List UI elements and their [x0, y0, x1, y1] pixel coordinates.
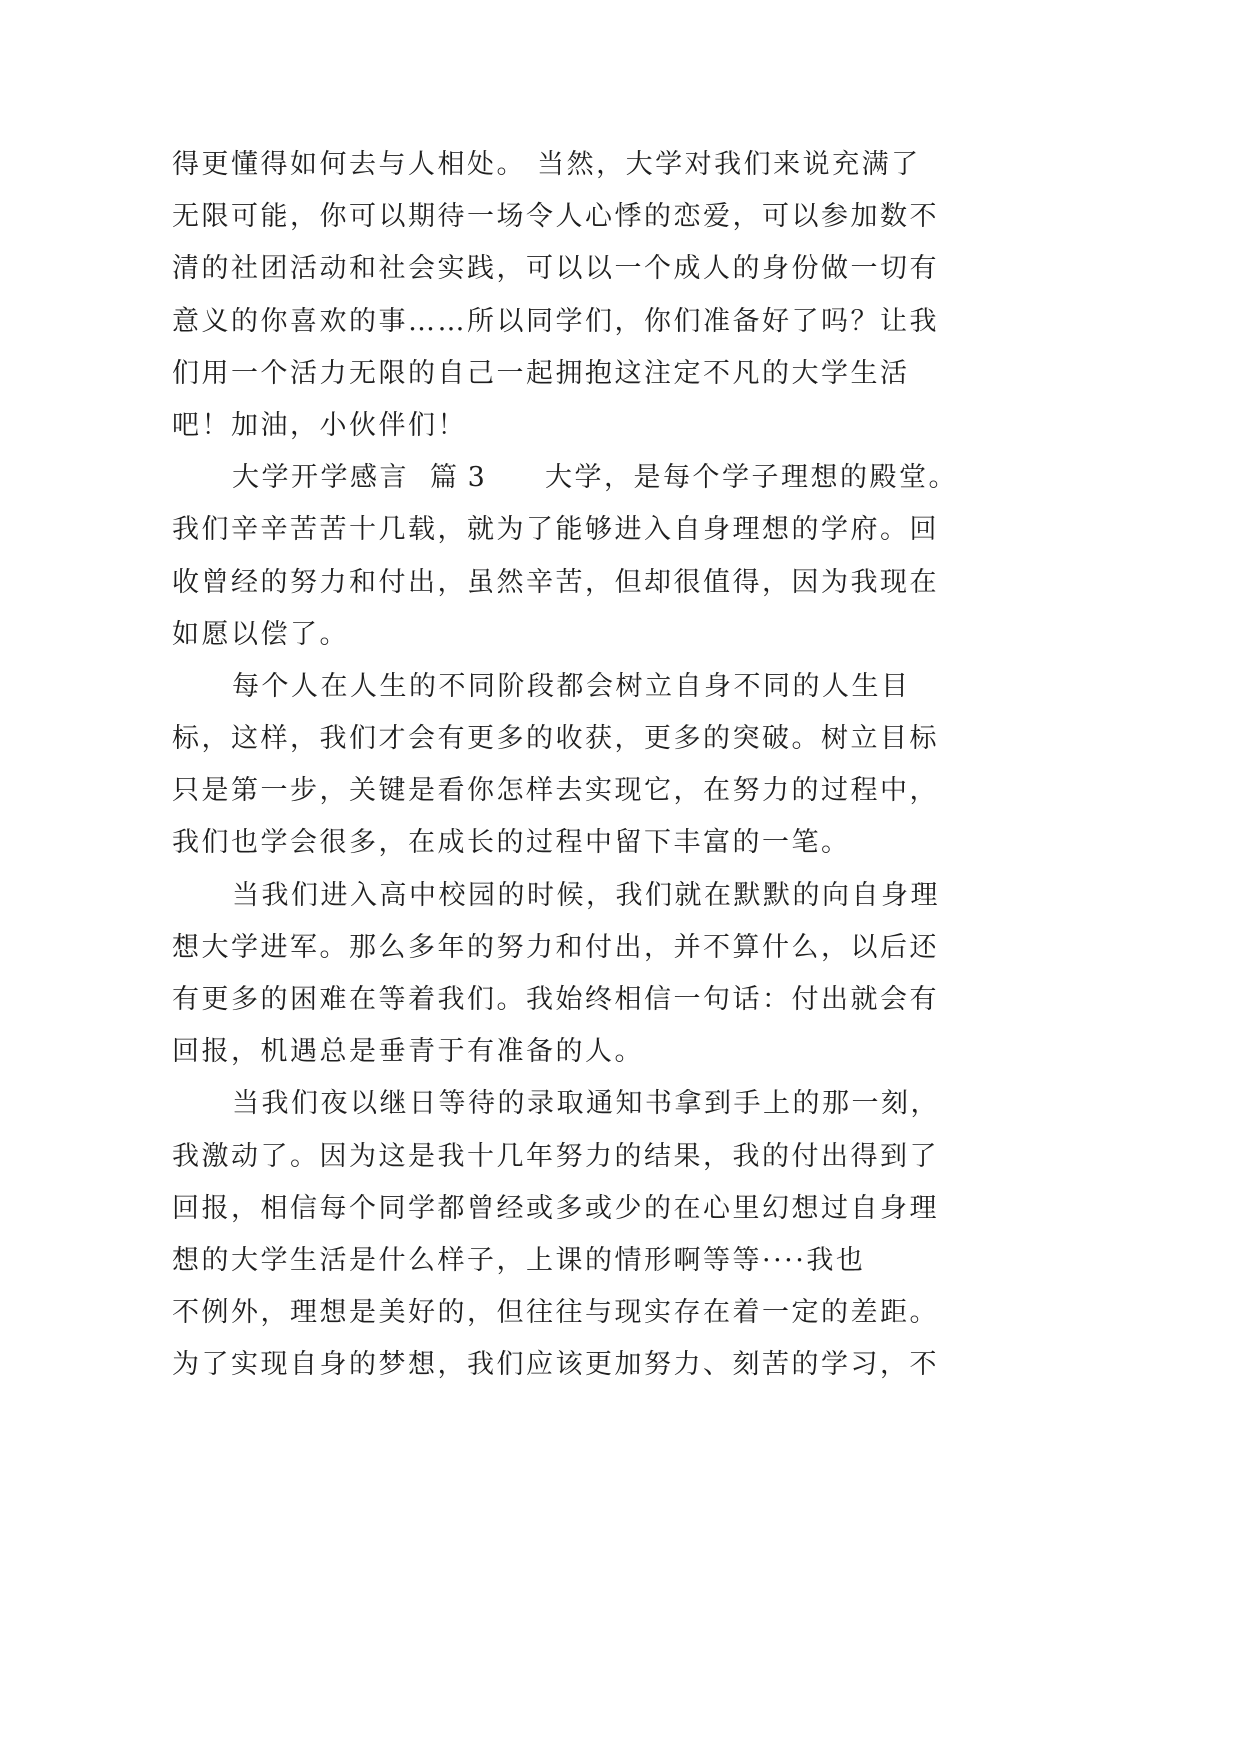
text-line: 标，这样，我们才会有更多的收获，更多的突破。树立目标 — [172, 723, 939, 755]
text-line: 意义的你喜欢的事……所以同学们，你们准备好了吗？让我 — [172, 305, 939, 337]
text-line: 想大学进军。那么多年的努力和付出，并不算什么，以后还 — [172, 931, 939, 963]
text-line: 我们也学会很多，在成长的过程中留下丰富的一笔。 — [172, 827, 851, 859]
text-line: 有更多的困难在等着我们。我始终相信一句话：付出就会有 — [172, 984, 939, 1015]
text-line: 我激动了。因为这是我十几年努力的结果，我的付出得到了 — [172, 1140, 939, 1172]
text-line: 回报，机遇总是垂青于有准备的人。 — [172, 1036, 644, 1068]
section-first-line: 大学，是每个学子理想的殿堂。 — [545, 462, 958, 494]
text-line: 们用一个活力无限的自己一起拥抱这注定不凡的大学生活 — [172, 357, 910, 389]
text-line: 当我们夜以继日等待的录取通知书拿到手上的那一刻， — [232, 1088, 940, 1120]
text-line: 只是第一步，关键是看你怎样去实现它，在努力的过程中， — [172, 775, 939, 807]
text-line: 当我们进入高中校园的时候，我们就在默默的向自身理 — [232, 879, 940, 911]
section-number: 篇 3 — [430, 462, 486, 494]
text-line: 我们辛辛苦苦十几载，就为了能够进入自身理想的学府。回 — [172, 514, 939, 546]
section-title: 大学开学感言 — [232, 462, 409, 494]
text-line: 吧！加油，小伙伴们！ — [172, 409, 467, 441]
text-line: 想的大学生活是什么样子，上课的情形啊等等····我也 — [172, 1244, 866, 1276]
text-line: 清的社团活动和社会实践，可以以一个成人的身份做一切有 — [172, 253, 939, 285]
text-line: 如愿以偿了。 — [172, 618, 349, 650]
text-line: 收曾经的努力和付出，虽然辛苦，但却很值得，因为我现在 — [172, 566, 939, 598]
document-body — [172, 139, 972, 1392]
text-line: 为了实现自身的梦想，我们应该更加努力、刻苦的学习，不 — [172, 1349, 939, 1381]
text-line: 不例外，理想是美好的，但往往与现实存在着一定的差距。 — [172, 1297, 939, 1329]
text-line: 每个人在人生的不同阶段都会树立自身不同的人生目 — [232, 670, 911, 702]
text-line: 回报，相信每个同学都曾经或多或少的在心里幻想过自身理 — [172, 1192, 939, 1224]
text-line: 无限可能，你可以期待一场令人心悸的恋爱，可以参加数不 — [172, 201, 939, 233]
text-line: 得更懂得如何去与人相处。 当然，大学对我们来说充满了 — [172, 149, 921, 180]
section-heading-line — [172, 452, 972, 504]
